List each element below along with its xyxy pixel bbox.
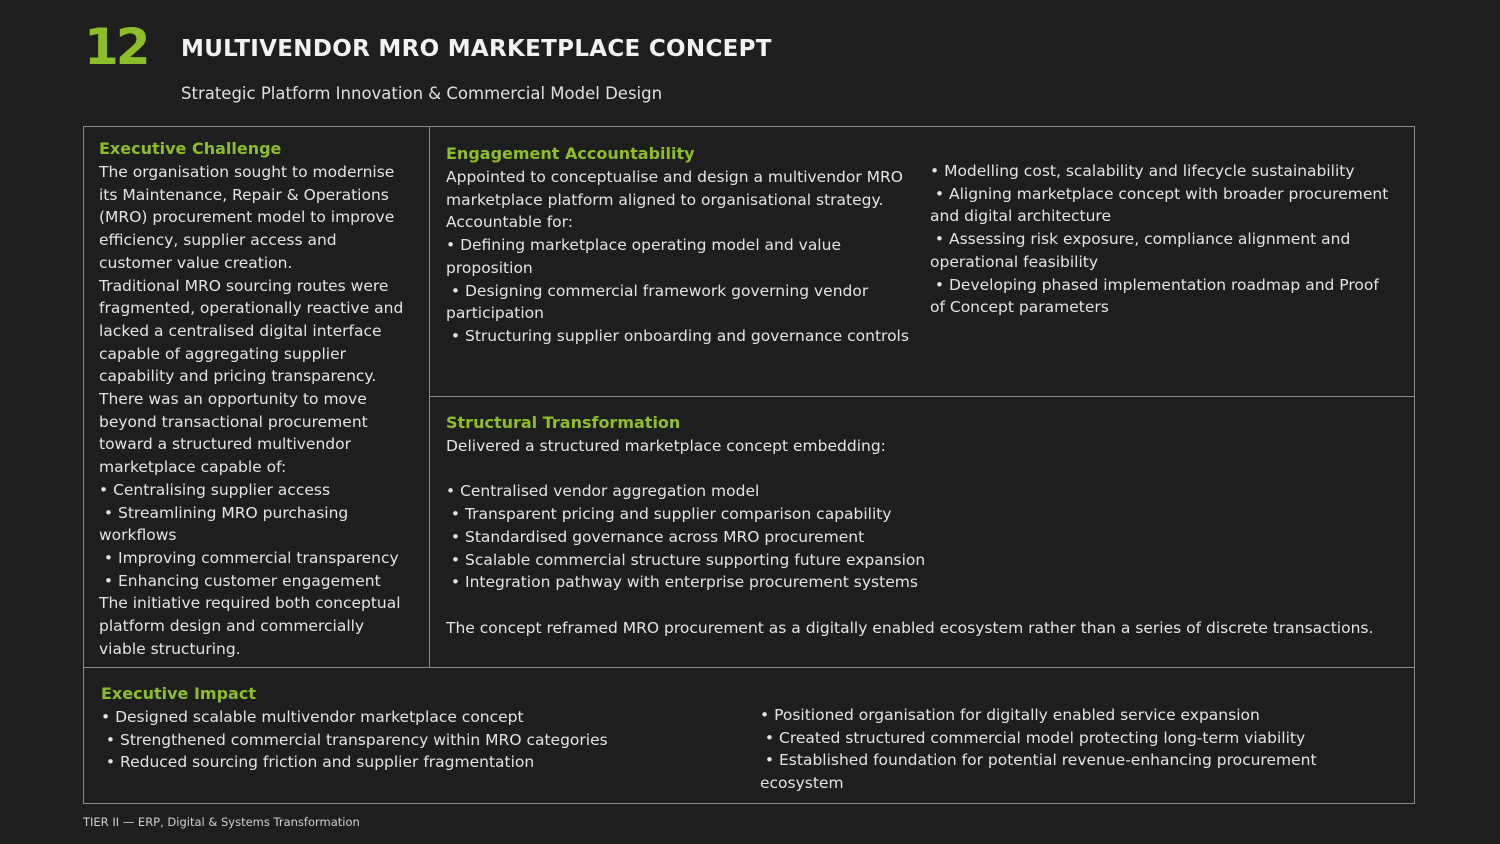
executive-impact-body: [101, 706, 721, 774]
engagement-accountability-body-continued: [930, 160, 1400, 319]
text-line: • Enhancing customer engagement: [99, 571, 381, 590]
structural-transformation-closing: The concept reframed MRO procurement as a digitally enabled ecosystem rather than a series of discrete transactions.: [446, 618, 1374, 637]
structural-transformation-heading: Structural Transformation: [446, 413, 681, 432]
text-line: There was an opportunity to move: [99, 390, 367, 409]
structural-transformation-section: [446, 411, 1396, 639]
slide-subtitle: Strategic Platform Innovation & Commercial Model Design: [181, 84, 663, 103]
text-line: • Streamlining MRO purchasing: [99, 503, 349, 522]
text-line: • Centralising supplier access: [99, 480, 331, 499]
text-line: • Reduced sourcing friction and supplier fragmentation: [101, 753, 535, 772]
text-line: platform design and commercially: [99, 617, 365, 636]
text-line: (MRO) procurement model to improve: [99, 208, 395, 227]
text-line: • Developing phased implementation roadmap and Proof: [930, 275, 1379, 294]
text-line: efficiency, supplier access and: [99, 231, 337, 250]
text-line: • Modelling cost, scalability and lifecycle sustainability: [930, 162, 1355, 180]
text-line: • Standardised governance across MRO procurement: [446, 527, 865, 546]
text-line: beyond transactional procurement: [99, 412, 368, 431]
executive-challenge-body: [99, 161, 419, 660]
structural-transformation-intro: Delivered a structured marketplace concept embedding:: [446, 437, 886, 455]
text-line: operational feasibility: [930, 252, 1099, 271]
engagement-accountability-continued: [930, 160, 1400, 319]
text-line: Appointed to conceptualise and design a multivendor MRO: [446, 168, 904, 186]
text-line: • Designing commercial framework governing vendor: [446, 281, 869, 300]
text-line: viable structuring.: [99, 639, 241, 658]
engagement-accountability-body: [446, 166, 916, 348]
engagement-accountability-heading: Engagement Accountability: [446, 144, 695, 163]
text-line: The initiative required both conceptual: [99, 594, 401, 613]
text-line: its Maintenance, Repair & Operations: [99, 185, 389, 204]
text-line: The organisation sought to modernise: [99, 163, 395, 181]
text-line: • Integration pathway with enterprise procurement systems: [446, 573, 918, 592]
text-line: • Scalable commercial structure supporting future expansion: [446, 550, 926, 569]
text-line: • Strengthened commercial transparency within MRO categories: [101, 730, 608, 749]
text-line: • Aligning marketplace concept with broader procurement: [930, 184, 1389, 203]
footer-tier-label: TIER II — ERP, Digital & Systems Transformation: [83, 815, 360, 829]
structural-transformation-bullets: [446, 480, 1396, 594]
text-line: proposition: [446, 258, 533, 277]
text-line: • Created structured commercial model protecting long-term viability: [760, 728, 1306, 747]
executive-challenge-section: [99, 137, 419, 660]
text-line: • Centralised vendor aggregation model: [446, 482, 760, 501]
executive-impact-heading: Executive Impact: [101, 684, 256, 703]
text-line: • Transparent pricing and supplier comparison capability: [446, 505, 892, 524]
text-line: toward a structured multivendor: [99, 435, 351, 454]
column-divider: [429, 127, 430, 667]
executive-impact-section: [101, 682, 721, 774]
text-line: capable of aggregating supplier: [99, 344, 346, 363]
text-line: Traditional MRO sourcing routes were: [99, 276, 389, 295]
slide-number: 12: [84, 18, 148, 76]
executive-impact-continued: [760, 704, 1380, 795]
text-line: ecosystem: [760, 774, 844, 793]
text-line: • Positioned organisation for digitally enabled service expansion: [760, 706, 1260, 724]
text-line: workflows: [99, 526, 177, 545]
text-line: capability and pricing transparency.: [99, 367, 377, 386]
text-line: of Concept parameters: [930, 298, 1109, 317]
text-line: marketplace platform aligned to organisational strategy.: [446, 190, 884, 209]
text-line: • Defining marketplace operating model and value: [446, 236, 841, 255]
text-line: participation: [446, 304, 544, 323]
executive-challenge-heading: Executive Challenge: [99, 139, 282, 158]
impact-section-divider: [84, 667, 1414, 668]
right-section-divider: [430, 396, 1414, 397]
text-line: lacked a centralised digital interface: [99, 321, 382, 340]
executive-impact-body-continued: [760, 704, 1380, 795]
engagement-accountability-section: [446, 142, 916, 348]
text-line: customer value creation.: [99, 253, 293, 272]
text-line: • Established foundation for potential revenue-enhancing procurement: [760, 751, 1317, 770]
text-line: • Assessing risk exposure, compliance alignment and: [930, 230, 1351, 249]
text-line: Accountable for:: [446, 213, 573, 232]
slide-title: MULTIVENDOR MRO MARKETPLACE CONCEPT: [181, 36, 772, 62]
text-line: fragmented, operationally reactive and: [99, 299, 404, 318]
text-line: • Structuring supplier onboarding and governance controls: [446, 326, 909, 345]
text-line: • Improving commercial transparency: [99, 548, 399, 567]
text-line: and digital architecture: [930, 207, 1111, 226]
text-line: marketplace capable of:: [99, 458, 287, 477]
text-line: • Designed scalable multivendor marketplace concept: [101, 708, 524, 726]
